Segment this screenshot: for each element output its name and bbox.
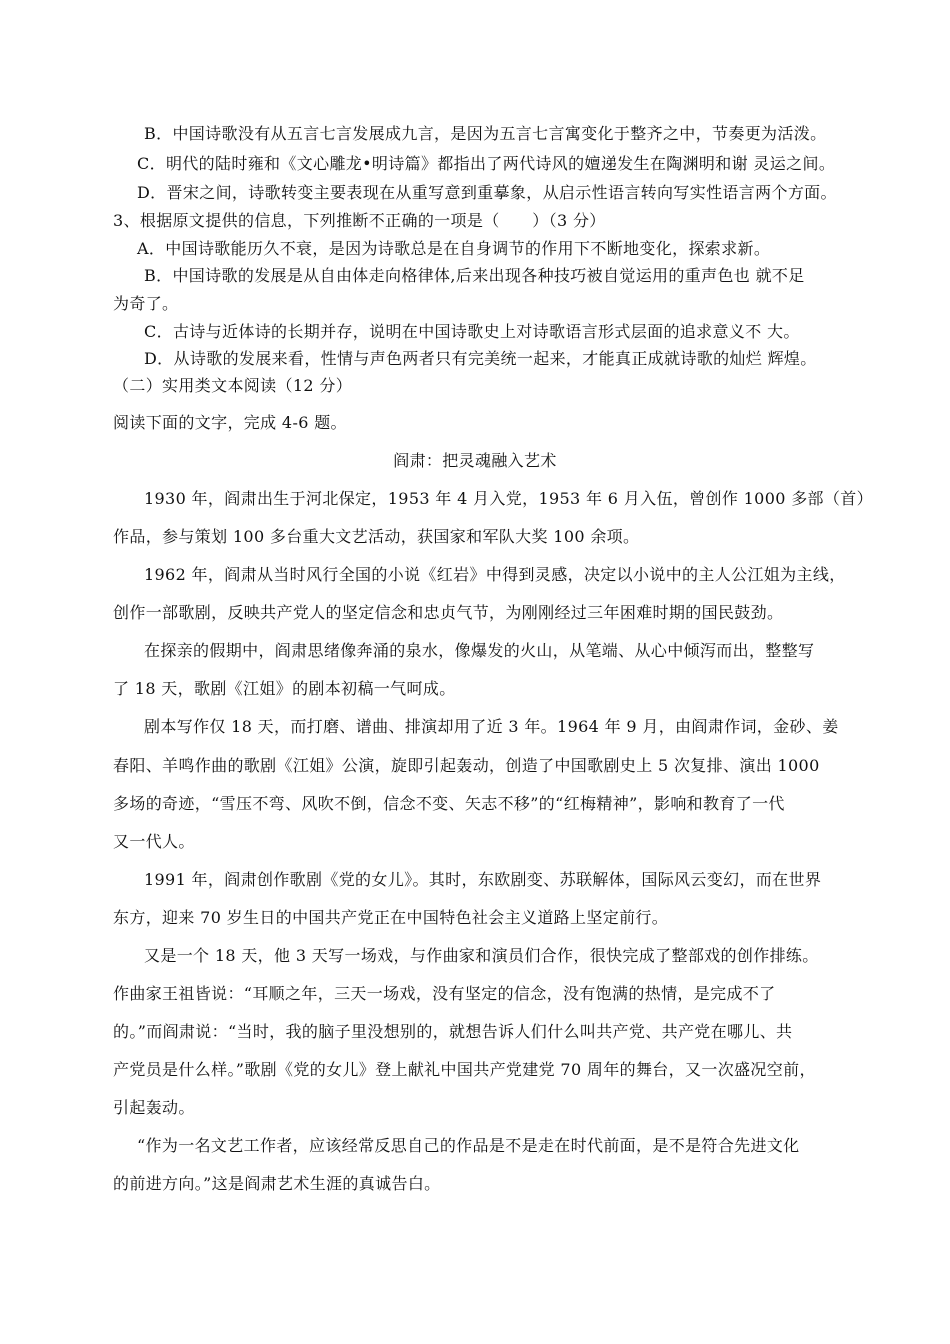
article-line: 引起轰动。 [113, 1098, 195, 1117]
article-line: 1962 年，阎肃从当时风行全国的小说《红岩》中得到灵感，决定以小说中的主人公江姐为主线， [144, 565, 846, 584]
article-line: 作品，参与策划 100 多台重大文艺活动，获国家和军队大奖 100 余项。 [113, 527, 640, 546]
question-3-stem: 3、根据原文提供的信息，下列推断不正确的一项是（ ）（3 分） [113, 211, 606, 230]
article-line: “作为一名文艺工作者，应该经常反思自己的作品是不是走在时代前面，是不是符合先进文化 [137, 1136, 800, 1155]
article-line: 多场的奇迹，“雪压不弯、风吹不倒，信念不变、矢志不移”的“红梅精神”，影响和教育了一代 [113, 794, 785, 813]
article-line: 春阳、羊鸣作曲的歌剧《江姐》公演，旋即引起轰动，创造了中国歌剧史上 5 次复排、演出 1000 [113, 756, 820, 775]
q3-option-c: C．古诗与近体诗的长期并存，说明在中国诗歌史上对诗歌语言形式层面的追求意义不 大。 [144, 322, 800, 341]
article-title: 阎肃：把灵魂融入艺术 [393, 451, 557, 470]
q3-option-a: A．中国诗歌能历久不衰，是因为诗歌总是在自身调节的作用下不断地变化，探索求新。 [137, 239, 771, 258]
q3-option-b-line-2: 为奇了。 [113, 294, 179, 313]
article-line: 创作一部歌剧，反映共产党人的坚定信念和忠贞气节，为刚刚经过三年困难时期的国民鼓劲。 [113, 603, 784, 622]
article-line: 产党员是什么样。”歌剧《党的女儿》登上献礼中国共产党建党 70 周年的舞台，又一次盛况空前， [113, 1060, 816, 1079]
q3-option-d: D．从诗歌的发展来看，性情与声色两者只有完美统一起来，才能真正成就诗歌的灿烂 辉煌。 [144, 349, 817, 368]
article-line: 在探亲的假期中，阎肃思绪像奔涌的泉水，像爆发的火山，从笔端、从心中倾泻而出，整整写 [144, 641, 815, 660]
option-c: C．明代的陆时雍和《文心雕龙•明诗篇》都指出了两代诗风的嬗递发生在陶渊明和谢 灵运之间。 [137, 154, 836, 173]
article-line: 的。”而阎肃说：“当时，我的脑子里没想别的，就想告诉人们什么叫共产党、共产党在哪儿、共 [113, 1022, 793, 1041]
article-line: 作曲家王祖皆说：“耳顺之年，三天一场戏，没有坚定的信念，没有饱满的热情，是完成不了 [113, 984, 776, 1003]
section-heading: （二）实用类文本阅读（12 分） [113, 376, 353, 395]
article-line: 1930 年，阎肃出生于河北保定，1953 年 4 月入党，1953 年 6 月入伍，曾创作 1000 多部（首） [144, 489, 873, 508]
article-line: 东方，迎来 70 岁生日的中国共产党正在中国特色社会主义道路上坚定前行。 [113, 908, 669, 927]
article-line: 又是一个 18 天，他 3 天写一场戏，与作曲家和演员们合作，很快完成了整部戏的创作排练。 [144, 946, 819, 965]
article-line: 的前进方向。”这是阎肃艺术生涯的真诚告白。 [113, 1174, 441, 1193]
option-b: B．中国诗歌没有从五言七言发展成九言，是因为五言七言寓变化于整齐之中，节奏更为活泼。 [144, 124, 827, 143]
q3-option-b-line-1: B．中国诗歌的发展是从自由体走向格律体,后来出现各种技巧被自觉运用的重声色也 就不足 [144, 266, 805, 285]
reading-instruction: 阅读下面的文字，完成 4-6 题。 [113, 413, 347, 432]
option-d: D．晋宋之间，诗歌转变主要表现在从重写意到重摹象，从启示性语言转向写实性语言两个方面。 [137, 183, 837, 202]
article-line: 剧本写作仅 18 天，而打磨、谱曲、排演却用了近 3 年。1964 年 9 月，由阎肃作词，金砂、姜 [144, 717, 839, 736]
article-line: 1991 年，阎肃创作歌剧《党的女儿》。其时，东欧剧变、苏联解体，国际风云变幻，而在世界 [144, 870, 822, 889]
article-line: 又一代人。 [113, 832, 195, 851]
article-line: 了 18 天，歌剧《江姐》的剧本初稿一气呵成。 [113, 679, 456, 698]
